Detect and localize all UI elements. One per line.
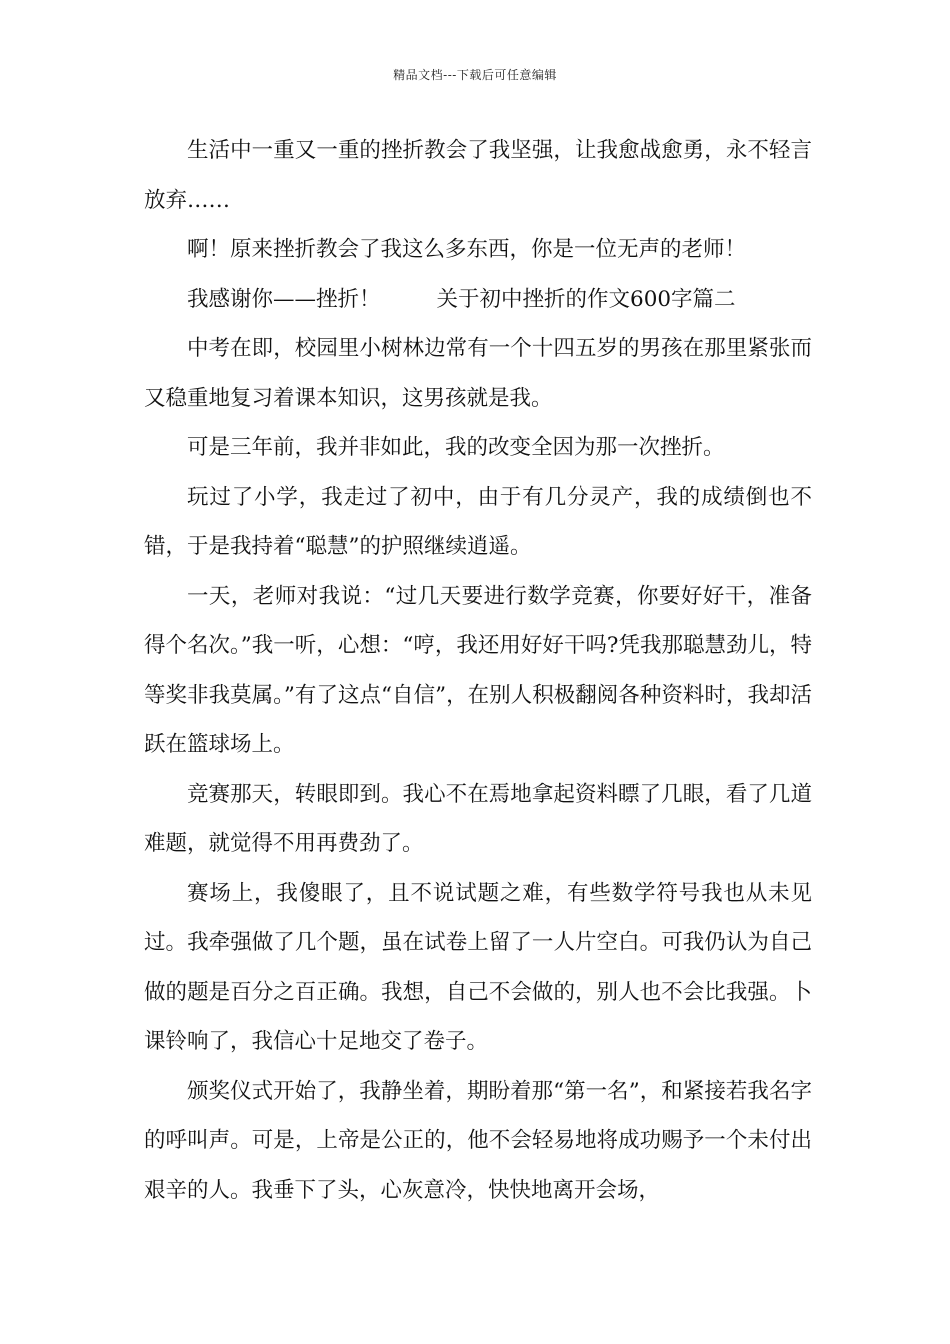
paragraph-8: 竞赛那天，转眼即到。我心不在焉地拿起资料瞟了几眼，看了几道难题，就觉得不用再费劲了。	[144, 781, 812, 856]
paragraph-5: 可是三年前，我并非如此，我的改变全因为那一次挫折。	[187, 435, 725, 460]
paragraph-2: 啊！原来挫折教会了我这么多东西，你是一位无声的老师！	[187, 237, 747, 262]
paragraph-6: 玩过了小学，我走过了初中，由于有几分灵产，我的成绩倒也不错，于是我持着“聪慧”的护照继续逍遥。	[144, 484, 812, 559]
paragraph-1: 生活中一重又一重的挫折教会了我坚强，让我愈战愈勇，永不轻言放弃……	[144, 138, 812, 213]
paragraph-7: 一天，老师对我说：“过几天要进行数学竞赛，你要好好干，准备得个名次。”我一听，心想：“哼，我还用好好干吗?凭我那聪慧劲儿，特等奖非我莫属。”有了这点“自信”，在别人积极翻阅各种资料时，我却活跃在篮球场上。	[144, 583, 812, 757]
paragraph-10: 颁奖仪式开始了，我静坐着，期盼着那“第一名”，和紧接若我名字的呼叫声。可是，上帝是公正的，他不会轻易地将成功赐予一个未付出艰辛的人。我垂下了头，心灰意冷，快快地离开会场，	[144, 1078, 812, 1203]
paragraph-3-text: 我感谢你——挫折！	[187, 286, 381, 312]
essay-body	[144, 126, 812, 1215]
section-title: 关于初中挫折的作文600字篇二	[436, 286, 736, 312]
paragraph-4: 中考在即，校园里小树林边常有一个十四五岁的男孩在那里紧张而又稳重地复习着课本知识，这男孩就是我。	[144, 336, 812, 411]
paragraph-3	[144, 275, 812, 325]
paragraph-9: 赛场上，我傻眼了，且不说试题之难，有些数学符号我也从未见过。我牵强做了几个题，虽在试卷上留了一人片空白。可我仍认为自己做的题是百分之百正确。我想，自己不会做的，别人也不会比我强。卜课铃响了，我信心十足地交了卷子。	[144, 880, 812, 1054]
page-header: 精品文档---下载后可任意编辑	[393, 68, 557, 82]
